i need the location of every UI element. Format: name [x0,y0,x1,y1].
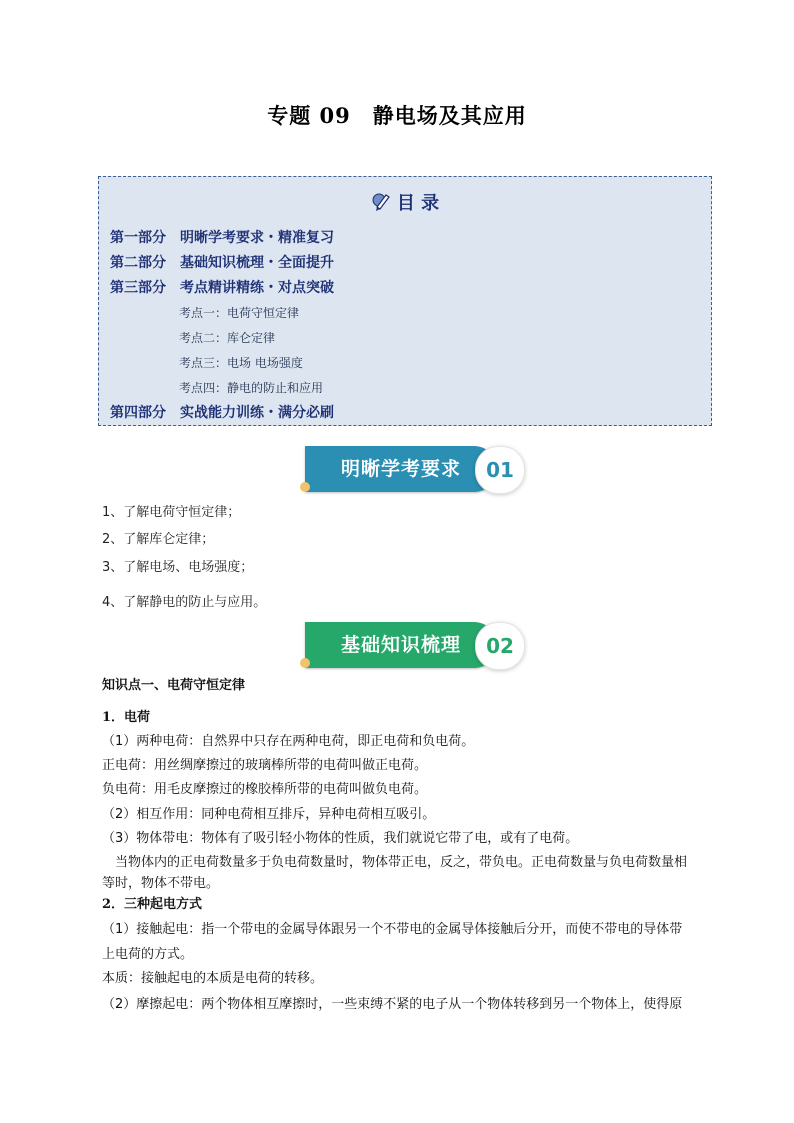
requirement-item: 4、了解静电的防止与应用。 [102,595,267,610]
paragraph: 上电荷的方式。 [102,947,194,962]
banner-label: 明晰学考要求 [305,446,497,492]
toc-part-1[interactable]: 第一部分 明晰学考要求・精准复习 [110,230,334,246]
paragraph: （3）物体带电：物体有了吸引轻小物体的性质，我们就说它带了电，或有了电荷。 [102,831,579,846]
toc-subitem-1[interactable]: 考点一：电荷守恒定律 [179,306,300,320]
banner-label: 基础知识梳理 [305,622,497,668]
paragraph: （1）接触起电：指一个带电的金属导体跟另一个不带电的金属导体接触后分开，而使不带电的导体带 [102,922,683,937]
requirement-item: 1、了解电荷守恒定律； [102,505,241,520]
toc-subitem-3[interactable]: 考点三：电场 电场强度 [179,356,303,370]
requirement-item: 2、了解库仑定律； [102,532,215,547]
toc-subitem-4[interactable]: 考点四：静电的防止和应用 [179,381,324,395]
banner-number-badge [475,446,525,494]
paragraph: （2）摩擦起电：两个物体相互摩擦时，一些束缚不紧的电子从一个物体转移到另一个物体上，使得原 [102,997,683,1012]
paragraph: 本质：接触起电的本质是电荷的转移。 [102,971,324,986]
toc-part-2[interactable]: 第二部分 基础知识梳理・全面提升 [110,255,334,271]
toc-subitem-2[interactable]: 考点二：库仑定律 [179,331,276,345]
toc-part-3[interactable]: 第三部分 考点精讲精练・对点突破 [110,280,334,296]
section-heading-methods: 2．三种起电方式 [102,897,203,912]
banner-dot [300,658,310,668]
paragraph: （2）相互作用：同种电荷相互排斥，异种电荷相互吸引。 [102,807,436,822]
paragraph: 负电荷：用毛皮摩擦过的橡胶棒所带的电荷叫做负电荷。 [102,782,428,797]
banner-number: 01 [486,458,514,482]
page-title: 专题 09 静电场及其应用 [267,103,527,128]
table-of-contents [98,176,712,426]
requirement-item: 3、了解电场、电场强度； [102,560,254,575]
toc-part-4[interactable]: 第四部分 实战能力训练・满分必刷 [110,405,334,421]
paragraph: （1）两种电荷：自然界中只存在两种电荷，即正电荷和负电荷。 [102,734,475,749]
banner-dot [300,482,310,492]
banner-number-badge [475,622,525,670]
section-heading-charge: 1．电荷 [102,710,151,725]
banner-number: 02 [486,634,514,658]
paragraph: 等时，物体不带电。 [102,876,220,891]
toc-title: 目 录 [396,193,440,214]
toc-heading [99,189,711,218]
knowledge-point-heading: 知识点一、电荷守恒定律 [102,678,246,693]
paragraph: 当物体内的正电荷数量多于负电荷数量时，物体带正电，反之，带负电。正电荷数量与负电荷数量相 [115,855,688,870]
paragraph: 正电荷：用丝绸摩擦过的玻璃棒所带的电荷叫做正电荷。 [102,758,428,773]
pencil-icon [371,191,393,218]
